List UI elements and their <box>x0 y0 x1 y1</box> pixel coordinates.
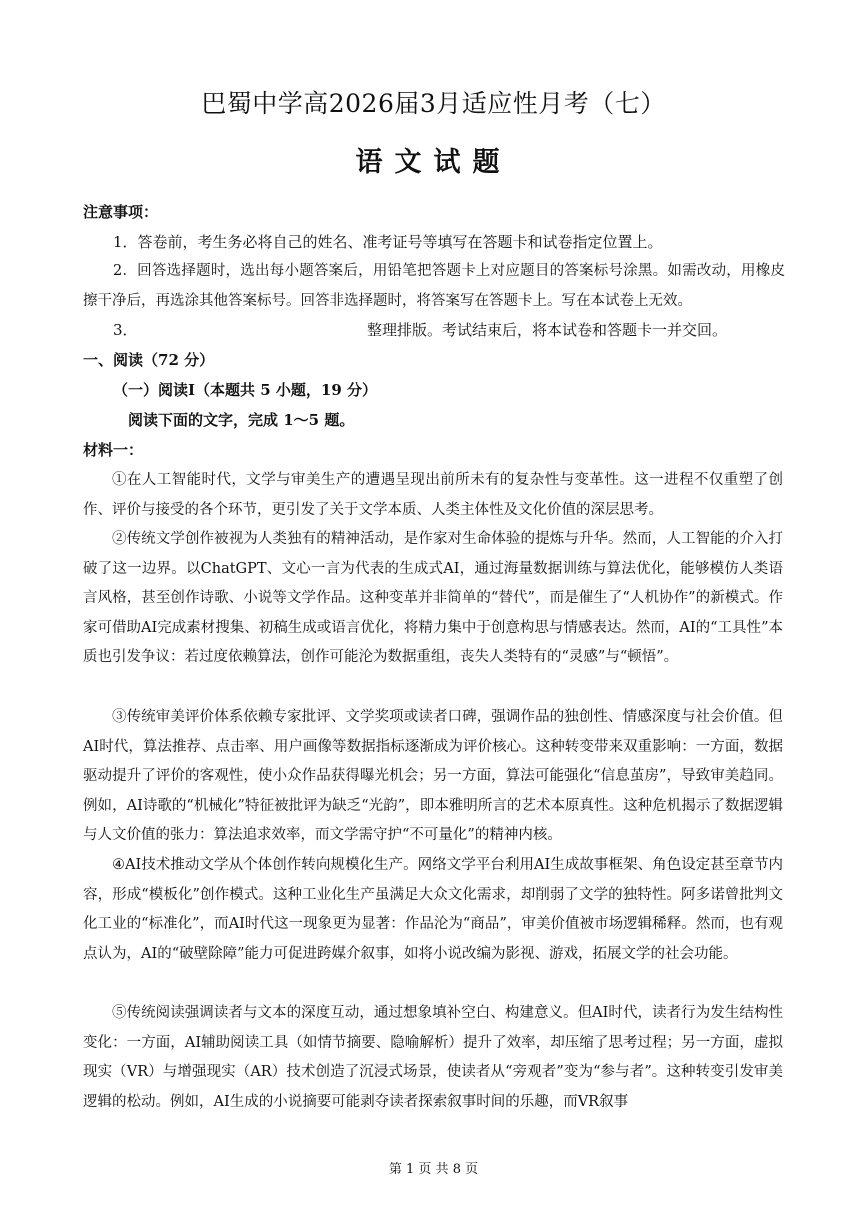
exam-title: 巴蜀中学高2026届3月适应性月考（七） <box>201 89 666 118</box>
paragraph-1: ①在人工智能时代，文学与审美生产的遭遇呈现出前所未有的复杂性与变革性。这一进程不仅重塑了创作、评价与接受的各个环节，更引发了关于文学本质、人类主体性及文化价值的深层思考。 <box>83 472 783 518</box>
paragraph-4: ④AI技术推动文学从个体创作转向规模化生产。网络文学平台利用AI生成故事框架、角色设定甚至章节内容，形成“模板化”创作模式。这种工业化生产虽满足大众文化需求，却削弱了文学的独特性。阿多诺曾批判文化工业的“标准化”，而AI时代这一现象更为显著：作品沦为“商品”，审美价值被市场逻辑稀释。然而，也有观点认为，AI的“破壁除障”能力可促进跨媒介叙事，如将小说改编为影视、游戏，拓展文学的社会功能。 <box>83 857 783 962</box>
subject-title: 语文试题 <box>355 147 512 178</box>
page-number: 第 1 页 共 8 页 <box>388 1162 479 1177</box>
material-label: 材料一： <box>83 441 144 459</box>
paragraph-3: ③传统审美评价体系依赖专家批评、文学奖项或读者口碑，强调作品的独创性、情感深度与社会价值。但AI时代，算法推荐、点击率、用户画像等数据指标逐渐成为评价核心。这种转变带来双重影响：一方面，数据驱动提升了评价的客观性，使小众作品获得曝光机会；另一方面，算法可能强化“信息茧房”，导致审美趋同。例如，AI诗歌的“机械化”特征被批评为缺乏“光韵”，即本雅明所言的艺术本原真性。这种危机揭示了数据逻辑与人文价值的张力：算法追求效率，而文学需守护“不可量化”的精神内核。 <box>83 709 783 843</box>
notice-item-3-text: 整理排版。考试结束后，将本试卷和答题卡一并交回。 <box>367 321 728 339</box>
notice-heading: 注意事项： <box>83 203 159 221</box>
section-heading: 一、阅读（72 分） <box>83 351 215 369</box>
notice-item-3-number: 3． <box>113 321 138 339</box>
paragraph-2: ②传统文学创作被视为人类独有的精神活动，是作家对生命体验的提炼与升华。然而，人工智能的介入打破了这一边界。以ChatGPT、文心一言为代表的生成式AI，通过海量数据训练与算法优化，能够模仿人类语言风格，甚至创作诗歌、小说等文学作品。这种变革并非简单的“替代”，而是催生了“人机协作”的新模式。作家可借助AI完成素材搜集、初稿生成或语言优化，将精力集中于创意构思与情感表达。然而，AI的“工具性”本质也引发争议：若过度依赖算法，创作可能沦为数据重组，丧失人类特有的“灵感”与“顿悟”。 <box>83 531 783 665</box>
notice-item-2: 2．回答选择题时，选出每小题答案后，用铅笔把答题卡上对应题目的答案标号涂黑。如需改动，用橡皮擦干净后，再选涂其他答案标号。回答非选择题时，将答案写在答题卡上。写在本试卷上无效。 <box>83 263 785 309</box>
notice-item-1: 1．答卷前，考生务必将自己的姓名、准考证号等填写在答题卡和试卷指定位置上。 <box>113 233 663 251</box>
paragraph-5: ⑤传统阅读强调读者与文本的深度互动，通过想象填补空白、构建意义。但AI时代，读者行为发生结构性变化：一方面，AI辅助阅读工具（如情节摘要、隐喻解析）提升了效率，却压缩了思考过程；另一方面，虚拟现实（VR）与增强现实（AR）技术创造了沉浸式场景，使读者从“旁观者”变为“参与者”。这种转变引发审美逻辑的松动。例如，AI生成的小说摘要可能剥夺读者探索叙事时间的乐趣，而VR叙事 <box>83 1005 783 1110</box>
sub-section-heading: （一）阅读Ⅰ（本题共 5 小题，19 分） <box>113 381 377 399</box>
reading-instruction: 阅读下面的文字，完成 1～5 题。 <box>128 411 355 429</box>
